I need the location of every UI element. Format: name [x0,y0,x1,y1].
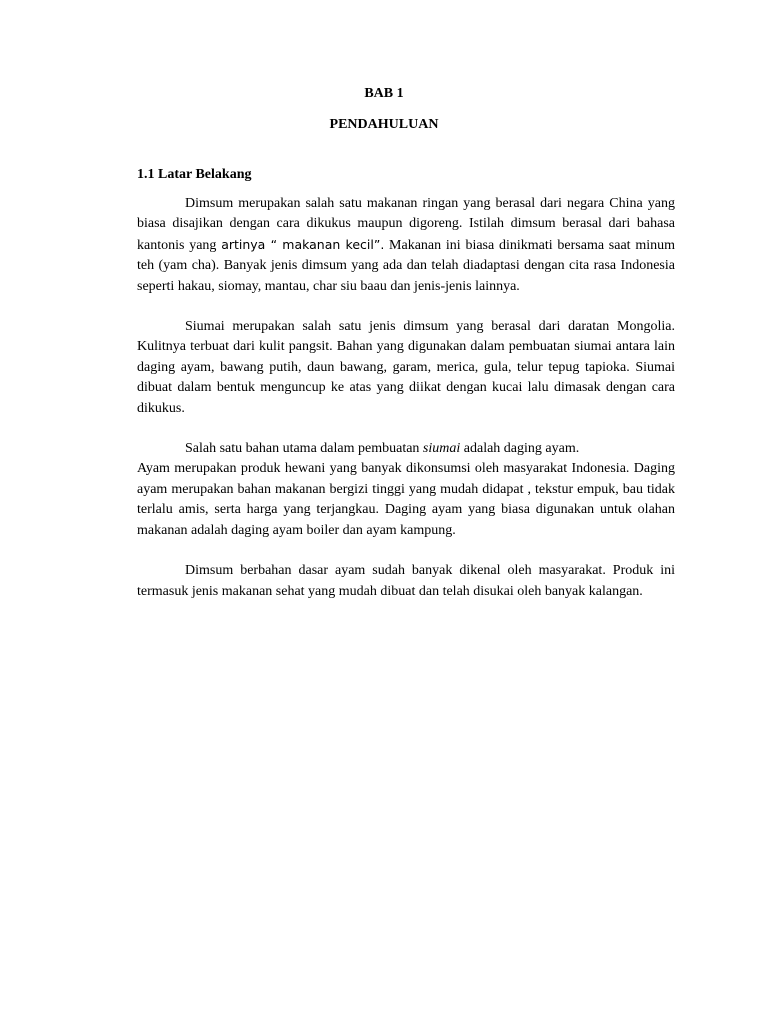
paragraph-1-sans-text: artinya “ makanan kecil”. [221,236,385,252]
paragraph-3-first-line [137,439,675,459]
paragraph-1-text-a: Dimsum merupakan salah satu makanan ringan yang berasal dari negara China yang biasa disajikan dengan cara dikukus maupun digoreng. Istilah dimsum berasal dari bahasa kantonis yang [137,196,675,253]
paragraph-1 [137,194,675,297]
body-text [137,194,675,622]
paragraph-2: Siumai merupakan salah satu jenis dimsum yang berasal dari daratan Mongolia. Kulitnya terbuat dari kulit pangsit. Bahan yang digunakan dalam pembuatan siumai antara lain daging ayam, bawang putih, daun bawang, garam, merica, gula, telur tepug tapioka. Siumai dibuat dalam bentuk menguncup ke atas yang diikat dengan kucai lalu dimasak dengan cara dikukus. [137,319,675,416]
section-heading: 1.1 Latar Belakang [137,167,252,182]
chapter-number: BAB 1 [364,86,404,101]
paragraph-4: Dimsum berbahan dasar ayam sudah banyak dikenal oleh masyarakat. Produk ini termasuk jenis makanan sehat yang mudah dibuat dan telah disukai oleh banyak kalangan. [137,563,675,599]
paragraph-3-italic-text: siumai [422,441,461,457]
paragraph-3-text-b: adalah daging ayam. [460,441,580,457]
paragraph-1-text-b: Makanan ini biasa dinikmati bersama saat minum teh (yam cha). Banyak jenis dimsum yang ada dan telah diadaptasi dengan cita rasa Indonesia seperti hakau, siomay, mantau, char siu baau dan jenis-jenis lainnya. [137,237,676,294]
paragraph-3-text-a: Salah satu bahan utama dalam pembuatan [185,441,423,457]
paragraph-3 [137,439,675,541]
paragraph-3-rest: Ayam merupakan produk hewani yang banyak dikonsumsi oleh masyarakat Indonesia. Daging ayam merupakan bahan makanan bergizi tinggi yang mudah didapat , tekstur empuk, bau tidak terlalu amis, serta harga yang terjangkau. Daging ayam yang biasa digunakan untuk olahan makanan adalah daging ayam boiler dan ayam kampung. [137,461,675,538]
chapter-title: PENDAHULUAN [329,117,439,132]
